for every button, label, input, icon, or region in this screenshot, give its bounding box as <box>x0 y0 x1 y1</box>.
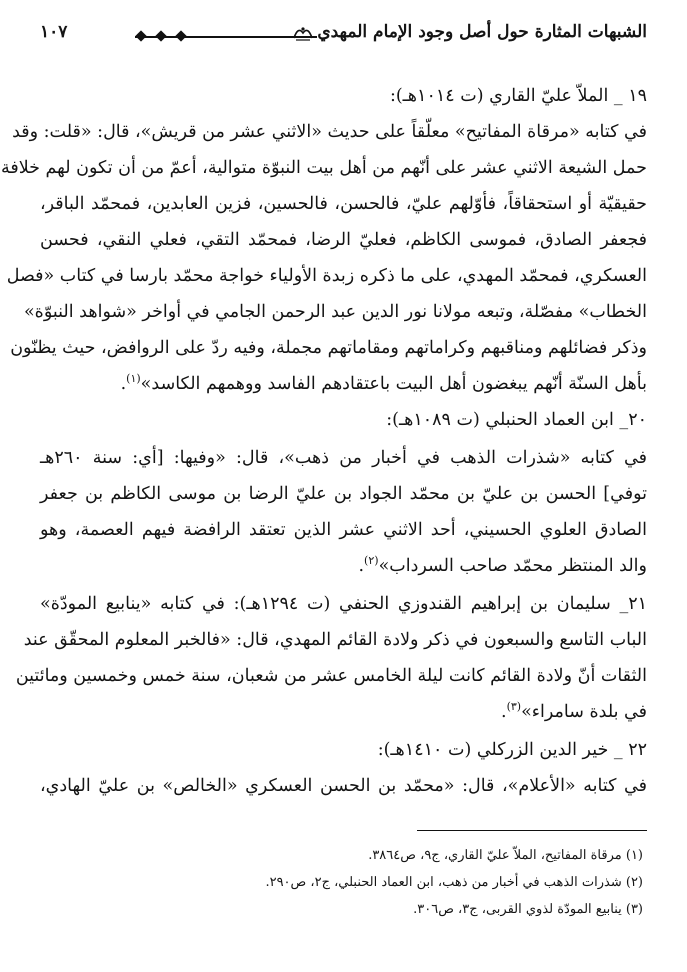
text-line: في كتابه «الأعلام»، قال: «محمّد بن الحسن العسكري «الخالص» بن عليّ الهادي، <box>40 776 647 796</box>
text-line: حقيقيّة أو استحقاقاً، فأوّلهم عليّ، فالحسن، فالحسين، فزين العابدين، فمحمّد الباقر، <box>40 194 647 214</box>
page-header <box>40 22 647 56</box>
ornament-diamond-icon <box>135 30 146 41</box>
page-number: ١٠٧ <box>40 22 68 42</box>
text-line-content: والد المنتظر محمّد صاحب السرداب» <box>378 556 647 576</box>
footnote-ref[interactable]: (٣) <box>506 700 522 714</box>
text-line: بأهل السنّة أنّهم يبغضون أهل البيت باعتقادهم الفاسد ووهمهم الكاسد»$^{(١)}$. <box>120 372 647 394</box>
text-line: الصادق العلوي الحسيني، أحد الاثني عشر الذين تعتقد الرافضة فيهم العصمة، وهو <box>40 520 647 540</box>
text-line: فجعفر الصادق، فموسى الكاظم، فعليّ الرضا، فمحمّد التقي، فعلي النقي، فحسن <box>40 230 647 250</box>
running-title-text: الشبهات المثارة حول أصل وجود الإمام المهدي <box>317 22 647 42</box>
footnote-ref[interactable]: (٢) <box>364 554 379 568</box>
text-line: والد المنتظر محمّد صاحب السرداب»$^{(٢)}$. <box>358 554 647 576</box>
footnote-divider <box>417 830 647 831</box>
text-line: ١٩ _ الملاّ عليّ القاري (ت ١٠١٤هـ): <box>389 86 647 106</box>
footnote: (٣) ينابيع المودّة لذوي القربى، ج٣، ص٣٠٦. <box>413 902 643 917</box>
text-line: في بلدة سامراء»$^{(٣)}$. <box>500 700 647 722</box>
text-line-content: في بلدة سامراء» <box>521 702 647 722</box>
text-line: ٢٠_ ابن العماد الحنبلي (ت ١٠٨٩هـ): <box>386 410 647 430</box>
text-line: الثقات أنّ ولادة القائم كانت ليلة الخامس عشر من شعبان، سنة خمس وخمسين ومائتين <box>15 666 647 686</box>
ornament-diamond-icon <box>155 30 166 41</box>
text-line: العسكري، فمحمّد المهدي، على ما ذكره زبدة الأولياء خواجة محمّد بارسا في كتاب «فصل <box>6 266 647 286</box>
text-line: توفي] الحسن بن عليّ بن محمّد الجواد بن عليّ الرضا بن موسى الكاظم بن جعفر <box>40 484 647 504</box>
text-line: في كتابه «مرقاة المفاتيح» معلّقاً على حديث «الاثني عشر من قريش»، قال: «قلت: وقد <box>12 122 647 142</box>
footnote-ref[interactable]: (١) <box>126 372 141 386</box>
footnote: (٢) شذرات الذهب في أخبار من ذهب، ابن العماد الحنبلي، ج٢، ص٢٩٠. <box>265 875 643 890</box>
footnote: (١) مرقاة المفاتيح، الملاّ عليّ القاري، ج٩، ص٣٨٦٤. <box>368 848 643 863</box>
text-line: الباب التاسع والسبعون في ذكر ولادة القائم المهدي، قال: «فالخبر المعلوم المحقّق عند <box>23 630 647 650</box>
running-title <box>292 22 647 42</box>
text-line: وذكر فضائلهم ومناقبهم وكراماتهم ومقاماتهم مجملة، وفيه ردّ على الروافض، حيث يظنّون <box>10 338 647 358</box>
body-text <box>0 78 648 804</box>
text-line: حمل الشيعة الاثني عشر على أنّهم من أهل بيت النبوّة متوالية، أعمّ من أن تكون لهم خلافة <box>0 158 647 178</box>
text-line: ٢١_ سليمان بن إبراهيم القندوزي الحنفي (ت ١٢٩٤هـ): في كتابه «ينابيع المودّة» <box>40 594 648 614</box>
text-line: ٢٢ _ خير الدين الزركلي (ت ١٤١٠هـ): <box>377 740 647 760</box>
header-ornament <box>135 35 317 39</box>
ornament-diamond-icon <box>175 30 186 41</box>
text-line-content: بأهل السنّة أنّهم يبغضون أهل البيت باعتقادهم الفاسد ووهمهم الكاسد» <box>140 374 647 394</box>
footnotes <box>40 842 643 923</box>
text-line: في كتابه «شذرات الذهب في أخبار من ذهب»، قال: «وفيها: [أي: سنة ٢٦٠هـ <box>40 448 647 468</box>
text-line: الخطاب» مفصّلة، وتبعه مولانا نور الدين عبد الرحمن الجامي في أواخر «شواهد النبوّة» <box>23 302 647 322</box>
